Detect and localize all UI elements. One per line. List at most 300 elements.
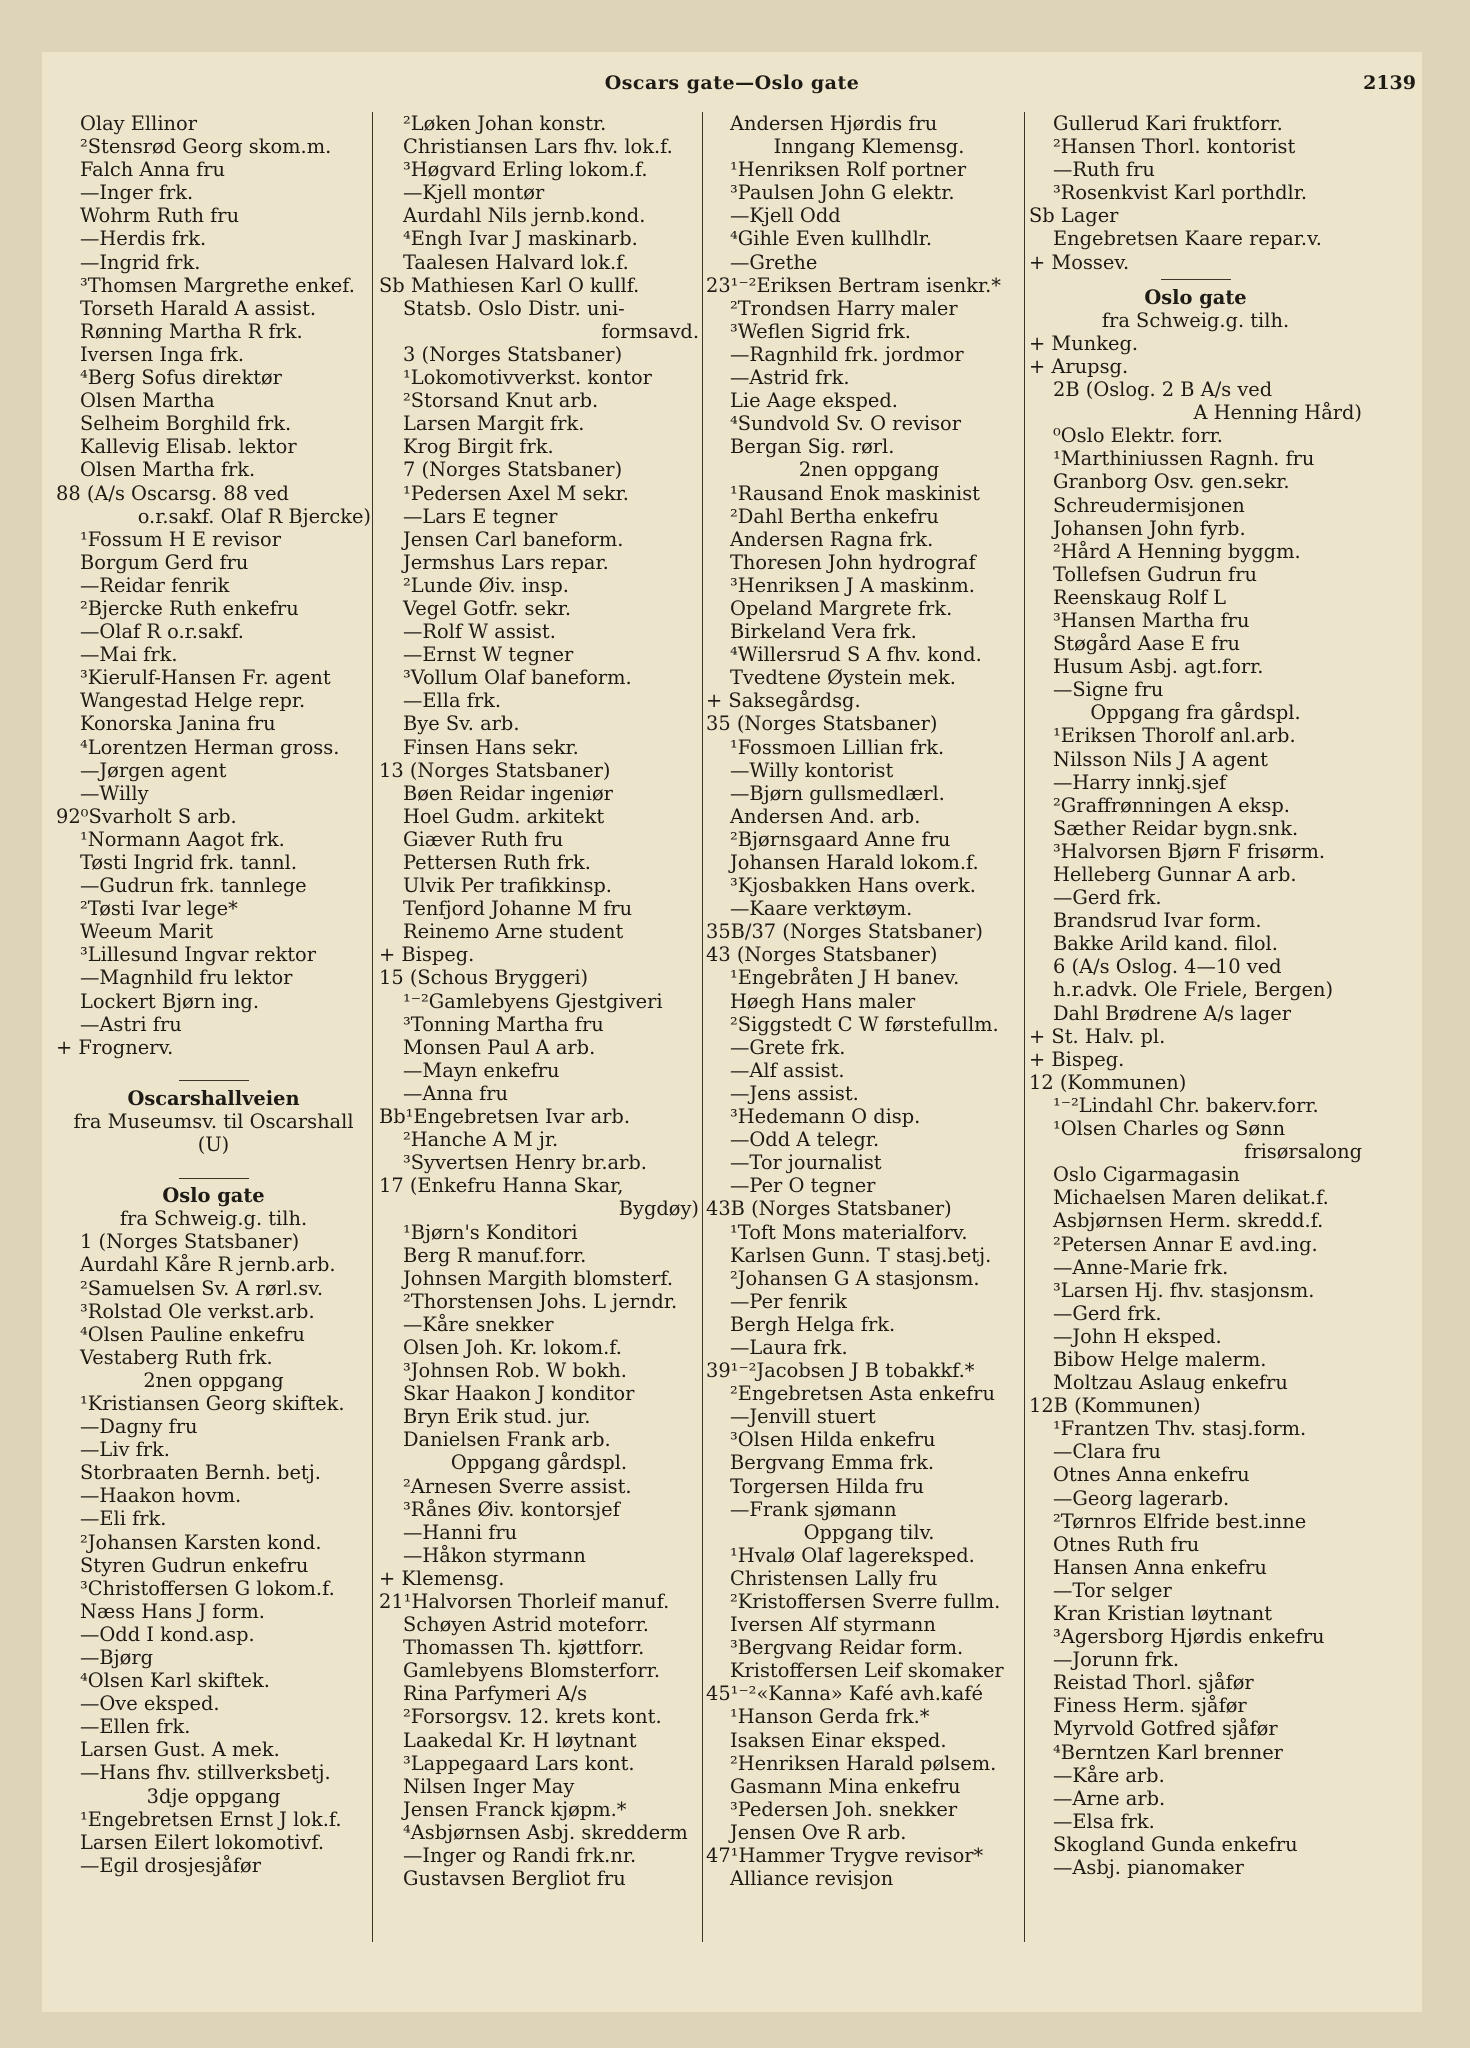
directory-entry: ³Larsen Hj. fhv. stasjonsm. (1053, 1278, 1315, 1302)
directory-entry: Bøen Reidar ingeniør (403, 781, 613, 805)
directory-entry: ⁴Olsen Karl skiftek. (80, 1669, 270, 1693)
directory-entry: Jensen Franck kjøpm.* (403, 1797, 627, 1821)
directory-entry: Schreudermisjonen (1053, 493, 1245, 517)
directory-entry: Berg R manuf.forr. (403, 1243, 587, 1267)
directory-entry: —Asbj. pianomaker (1053, 1856, 1244, 1880)
directory-entry: 2B (Oslog. 2 B A/s ved (1053, 378, 1273, 402)
directory-entry: ³Rånes Øiv. kontorsjef (403, 1497, 620, 1521)
directory-entry: Olsen Martha frk. (80, 458, 256, 482)
directory-entry: Bibow Helge malerm. (1053, 1347, 1267, 1371)
directory-entry: —Alf assist. (730, 1058, 845, 1082)
directory-entry: 7 (Norges Statsbaner) (403, 458, 623, 482)
directory-entry: Falch Anna fru (80, 158, 226, 182)
directory-entry: —Mai frk. (80, 643, 178, 667)
directory-entry: —Bjørn gullsmedlærl. (730, 781, 945, 805)
spacer (56, 1156, 371, 1172)
directory-entry: Rina Parfymeri A/s (403, 1682, 588, 1706)
directory-entry: ¹Lokomotivverkst. kontor (403, 366, 652, 390)
directory-entry: —Kjell Odd (730, 204, 841, 228)
directory-entry: Aurdahl Kåre R jernb.arb. (80, 1253, 336, 1277)
separator-rule (179, 1080, 249, 1081)
directory-entry: ²Johansen Karsten kond. (80, 1530, 322, 1554)
directory-entry: —Håkon styrmann (403, 1543, 586, 1567)
directory-entry: ²Tørnros Elfride best.inne (1053, 1509, 1307, 1533)
directory-entry: Tvedtene Øystein mek. (730, 666, 956, 690)
directory-entry: ³Henriksen J A maskinm. (730, 573, 975, 597)
directory-entry: Gasmann Mina enkefru (730, 1774, 961, 1798)
directory-entry: —Ragnhild frk. jordmor (730, 342, 964, 366)
directory-entry: —Harry innkj.sjef (1053, 770, 1227, 794)
directory-entry: Olsen Martha (80, 389, 215, 413)
directory-entry: —Jens assist. (730, 1081, 859, 1105)
directory-entry: ³Syvertsen Henry br.arb. (403, 1151, 647, 1175)
directory-entry: Asbjørnsen Herm. skredd.f. (1053, 1209, 1324, 1233)
directory-entry: Kristoffersen Leif skomaker (730, 1659, 1004, 1683)
directory-entry: —Liv frk. (80, 1438, 170, 1462)
directory-entry: 45¹⁻²«Kanna» Kafé avh.kafé (706, 1682, 983, 1706)
column-2 (379, 112, 699, 1942)
directory-entry: ³Halvorsen Bjørn F frisørm. (1053, 839, 1325, 863)
directory-entry: —Egil drosjesjåfør (80, 1853, 261, 1877)
directory-entry: Torgersen Hilda fru (730, 1474, 924, 1498)
directory-entry: Krog Birgit frk. (403, 435, 554, 459)
directory-entry: Nilsen Inger May (403, 1774, 575, 1798)
directory-entry: ²Storsand Knut arb. (403, 389, 599, 413)
directory-entry: ³Tonning Martha fru (403, 1012, 604, 1036)
directory-entry: —Ingrid frk. (80, 250, 201, 274)
directory-entry: Thomassen Th. kjøttforr. (403, 1636, 645, 1660)
directory-entry: Torseth Harald A assist. (80, 296, 317, 320)
directory-entry: Skogland Gunda enkefru (1053, 1832, 1298, 1856)
directory-entry: ²Løken Johan konstr. (403, 112, 607, 135)
directory-entry: Larsen Margit frk. (403, 412, 585, 436)
directory-entry: Hansen Anna enkefru (1053, 1555, 1267, 1579)
directory-entry: ²Thorstensen Johs. L jerndr. (403, 1289, 678, 1313)
directory-entry: ²Dahl Bertha enkefru (730, 504, 939, 528)
directory-entry: ²Trondsen Harry maler (730, 296, 958, 320)
directory-entry: Danielsen Frank arb. (403, 1428, 611, 1452)
directory-entry: ³Paulsen John G elektr. (730, 181, 955, 205)
directory-entry: —John H eksped. (1053, 1324, 1222, 1348)
directory-entry: —Ellen frk. (80, 1715, 191, 1739)
directory-entry: + Arupsg. (1029, 354, 1129, 378)
directory-entry: Vegel Gotfr. sekr. (403, 596, 572, 620)
page-number: 2139 (1363, 72, 1416, 94)
directory-entry: Lie Aage eksped. (730, 389, 898, 413)
directory-entry: —Mayn enkefru (403, 1058, 560, 1082)
directory-entry: ¹Rausand Enok maskinist (730, 481, 980, 505)
directory-entry: Pettersen Ruth frk. (403, 851, 591, 874)
directory-entry: Jensen Ove R arb. (730, 1820, 907, 1844)
directory-entry: ⁰Oslo Elektr. forr. (1053, 424, 1223, 448)
directory-entry: Gullerud Kari fruktforr. (1053, 112, 1283, 135)
directory-entry: Nilsson Nils J A agent (1053, 747, 1268, 771)
directory-entry: —Olaf R o.r.sakf. (80, 620, 244, 644)
directory-entry: Tollefsen Gudrun fru (1053, 562, 1257, 586)
directory-entry: ¹⁻²Gamlebyens Gjestgiveri (403, 989, 663, 1013)
directory-entry: —Hans fhv. stillverksbetj. (80, 1761, 331, 1785)
directory-entry: —Ella frk. (403, 689, 502, 713)
column-1 (56, 112, 371, 1942)
directory-entry: ³Hedemann O disp. (730, 1105, 921, 1129)
directory-entry: ¹Hvalø Olaf lagereksped. (730, 1543, 975, 1567)
directory-entry: Larsen Gust. A mek. (80, 1738, 280, 1762)
directory-entry: ¹Fossmoen Lillian frk. (730, 735, 945, 759)
directory-entry: Olsen Joh. Kr. lokom.f. (403, 1335, 622, 1359)
directory-entry: —Kåre arb. (1053, 1763, 1165, 1787)
directory-entry: Jermshus Lars repar. (403, 550, 609, 574)
directory-entry: 12B (Kommunen) (1029, 1394, 1201, 1418)
directory-entry: —Haakon hovm. (80, 1484, 242, 1508)
directory-entry: Rønning Martha R frk. (80, 319, 303, 343)
directory-entry: —Jørgen agent (80, 758, 227, 782)
directory-entry: —Gerd frk. (1053, 886, 1162, 910)
directory-entry: Moltzau Aslaug enkefru (1053, 1371, 1288, 1395)
directory-entry: Borgum Gerd fru (80, 550, 249, 574)
directory-entry: Kran Kristian løytnant (1053, 1602, 1273, 1625)
directory-entry: Vestaberg Ruth frk. (80, 1345, 273, 1369)
directory-entry: + Frognerv. (56, 1035, 174, 1059)
directory-entry: ³Høgvard Erling lokom.f. (403, 158, 648, 182)
directory-entry: Husum Asbj. agt.forr. (1053, 655, 1264, 679)
directory-entry: —Kjell montør (403, 181, 545, 205)
directory-entry: —Willy (80, 781, 149, 805)
directory-entry: + Klemensg. (379, 1566, 505, 1590)
directory-entry: Bergvang Emma frk. (730, 1451, 934, 1475)
directory-entry: —Tor journalist (730, 1151, 882, 1175)
directory-entry: —Inger og Randi frk.nr. (403, 1844, 637, 1868)
directory-entry: Alliance revisjon (730, 1867, 894, 1891)
directory-entry: ³Pedersen Joh. snekker (730, 1797, 958, 1821)
directory-entry: Wohrm Ruth fru (80, 204, 240, 228)
directory-entry: ⁴Lorentzen Herman gross. (80, 735, 340, 759)
directory-entry: 12 (Kommunen) (1029, 1070, 1187, 1094)
directory-entry: o.r.sakf. Olaf R Bjercke) (137, 504, 371, 528)
directory-entry: ³Weflen Sigrid frk. (730, 319, 911, 343)
directory-entry: Sæther Reidar bygn.snk. (1053, 816, 1299, 840)
directory-entry: Bergh Helga frk. (730, 1312, 896, 1336)
directory-entry: 13 (Norges Statsbaner) (379, 758, 611, 782)
directory-entry: A Henning Hård) (1193, 401, 1362, 425)
column-divider (702, 112, 703, 1942)
directory-entry: ³Kjosbakken Hans overk. (730, 874, 976, 898)
directory-entry: —Signe fru (1053, 678, 1164, 702)
directory-entry: Storbraaten Bernh. betj. (80, 1461, 321, 1485)
directory-entry: Sb Mathiesen Karl O kullf. (379, 273, 640, 297)
directory-entry: —Jorunn frk. (1053, 1648, 1180, 1672)
directory-entry: ¹Bjørn's Konditori (403, 1220, 578, 1244)
directory-entry: —Clara fru (1053, 1440, 1161, 1464)
section-heading: Oslo gate (162, 1184, 265, 1208)
section-heading: Oscarshallveien (127, 1086, 300, 1110)
directory-entry: Otnes Ruth fru (1053, 1532, 1200, 1556)
directory-entry: Isaksen Einar eksped. (730, 1728, 947, 1752)
directory-entry: Finess Herm. sjåfør (1053, 1694, 1247, 1718)
directory-entry: Iversen Alf styrmann (730, 1613, 936, 1637)
spacer (56, 1059, 371, 1075)
directory-entry: —Astrid frk. (730, 366, 850, 390)
directory-entry: Bb¹Engebretsen Ivar arb. (379, 1105, 631, 1129)
directory-entry: Reenskaug Rolf L (1053, 585, 1227, 609)
directory-entry: —Ernst W tegner (403, 643, 574, 667)
directory-entry: ³Rosenkvist Karl porthdlr. (1053, 181, 1308, 205)
directory-entry: Birkeland Vera frk. (730, 620, 917, 644)
directory-entry: Christiansen Lars fhv. lok.f. (403, 135, 673, 159)
directory-entry: ²Forsorgsv. 12. krets kont. (403, 1705, 662, 1729)
directory-entry: ¹Hanson Gerda frk.* (730, 1705, 930, 1729)
page-title: Oscars gate—Oslo gate (604, 72, 860, 94)
directory-entry: —Anne-Marie frk. (1053, 1255, 1229, 1279)
directory-entry: 35B/37 (Norges Statsbaner) (706, 920, 983, 944)
directory-entry: Johansen Harald lokom.f. (730, 851, 979, 874)
directory-entry: Johnsen Margith blomsterf. (403, 1266, 674, 1290)
directory-entry: —Willy kontorist (730, 758, 894, 782)
column-3 (706, 112, 1032, 1942)
directory-entry: —Ove eksped. (80, 1692, 220, 1716)
directory-entry: Andersen Hjørdis fru (730, 112, 938, 135)
directory-entry: fra Museumsv. til Oscarshall (73, 1109, 354, 1133)
directory-entry: Selheim Borghild frk. (80, 412, 292, 436)
directory-entry: —Laura frk. (730, 1335, 848, 1359)
directory-entry: ⁴Asbjørnsen Asbj. skredderm (403, 1820, 688, 1844)
directory-entry: 35 (Norges Statsbaner) (706, 712, 938, 736)
directory-entry: 23¹⁻²Eriksen Bertram isenkr.* (706, 273, 1001, 297)
directory-entry: 17 (Enkefru Hanna Skar, (379, 1174, 624, 1198)
separator-rule (1161, 279, 1231, 280)
directory-entry: ¹Engebråten J H banev. (730, 966, 960, 990)
directory-entry: Reistad Thorl. sjåfør (1053, 1671, 1254, 1695)
directory-entry: —Hanni fru (403, 1520, 518, 1544)
directory-entry: ³Vollum Olaf baneform. (403, 666, 632, 690)
directory-entry: ²Lunde Øiv. insp. (403, 573, 569, 597)
directory-entry: 21¹Halvorsen Thorleif manuf. (379, 1590, 670, 1613)
directory-entry: Skar Haakon J konditor (403, 1382, 635, 1406)
directory-entry: Weeum Marit (80, 920, 214, 944)
directory-entry: Oppgang fra gårdspl. (1090, 701, 1301, 725)
directory-entry: ²Samuelsen Sv. A rørl.sv. (80, 1276, 324, 1300)
directory-entry: Konorska Janina fru (80, 712, 276, 736)
directory-entry: Thoresen John hydrograf (730, 550, 976, 574)
directory-entry: Wangestad Helge repr. (80, 689, 306, 713)
directory-entry: + Munkeg. (1029, 331, 1139, 355)
directory-entry: ²Bjercke Ruth enkefru (80, 596, 299, 620)
directory-entry: —Odd A telegr. (730, 1128, 880, 1152)
directory-entry: —Anna fru (403, 1081, 509, 1105)
directory-entry: Monsen Paul A arb. (403, 1035, 596, 1059)
directory-entry: Kallevig Elisab. lektor (80, 435, 297, 459)
directory-entry: ²Tøsti Ivar lege* (80, 897, 238, 921)
directory-entry: ¹Pedersen Axel M sekr. (403, 481, 629, 505)
directory-entry: h.r.advk. Ole Friele, Bergen) (1053, 978, 1334, 1002)
directory-entry: Bryn Erik stud. jur. (403, 1405, 591, 1429)
directory-entry: ¹⁻²Lindahl Chr. bakerv.forr. (1053, 1093, 1319, 1117)
section-separator (1029, 274, 1362, 286)
directory-entry: Lockert Bjørn ing. (80, 989, 259, 1013)
directory-entry: ³Kierulf-Hansen Fr. agent (80, 666, 331, 690)
directory-entry: ³Christoffersen G lokom.f. (80, 1576, 335, 1600)
directory-entry: Oppgang gårdspl. (450, 1451, 628, 1475)
column-divider (372, 112, 373, 1942)
directory-entry: —Georg lagerarb. (1053, 1486, 1230, 1510)
directory-entry: Næss Hans J form. (80, 1599, 265, 1623)
directory-entry: ³Johnsen Rob. W bokh. (403, 1359, 627, 1383)
directory-entry: ¹Kristiansen Georg skiftek. (80, 1391, 345, 1415)
directory-entry: + Saksegårdsg. (706, 689, 861, 713)
directory-entry: ¹Toft Mons materialforv. (730, 1220, 968, 1244)
directory-entry: ¹Olsen Charles og Sønn (1053, 1117, 1286, 1141)
directory-entry: ⁴Berg Sofus direktør (80, 366, 282, 390)
directory-entry: Oslo Cigarmagasin (1053, 1163, 1240, 1187)
directory-entry: + Mossev. (1029, 250, 1130, 274)
directory-entry: 15 (Schous Bryggeri) (379, 966, 589, 990)
directory-entry: ¹Marthiniussen Ragnh. fru (1053, 447, 1315, 471)
directory-entry: —Inger frk. (80, 181, 194, 205)
page-header (42, 72, 1422, 108)
directory-entry: + Bispeg. (1029, 1047, 1125, 1071)
directory-entry: —Kaare verktøym. (730, 897, 913, 921)
directory-entry: Statsb. Oslo Distr. uni- (403, 296, 625, 320)
directory-entry: ²Petersen Annar E avd.ing. (1053, 1232, 1318, 1256)
directory-entry: Ulvik Per trafikkinsp. (403, 874, 612, 898)
directory-entry: + St. Halv. pl. (1029, 1024, 1166, 1048)
directory-entry: —Odd I kond.asp. (80, 1622, 255, 1646)
directory-entry: Michaelsen Maren delikat.f. (1053, 1186, 1329, 1210)
directory-entry: —Grete frk. (730, 1035, 846, 1059)
directory-entry: Johansen John fyrb. (1053, 516, 1246, 540)
directory-entry: —Dagny fru (80, 1415, 198, 1439)
directory-entry: —Bjørg (80, 1646, 154, 1669)
directory-entry: Christensen Lally fru (730, 1566, 938, 1590)
directory-entry: Bygdøy) (618, 1197, 699, 1221)
directory-entry: —Gudrun frk. tannlege (80, 874, 307, 898)
directory-entry: Hoel Gudm. arkitekt (403, 804, 605, 828)
directory-entry: Opeland Margrete frk. (730, 596, 953, 620)
directory-entry: —Per O tegner (730, 1174, 876, 1198)
directory-entry: —Grethe (730, 250, 818, 274)
directory-entry: Reinemo Arne student (403, 920, 624, 944)
directory-entry: ²Hård A Henning byggm. (1053, 539, 1301, 563)
directory-entry: —Gerd frk. (1053, 1301, 1162, 1325)
directory-entry: Sb Lager (1029, 204, 1119, 228)
directory-entry: Taalesen Halvard lok.f. (403, 250, 629, 274)
section-separator (56, 1172, 371, 1184)
directory-entry: ⁴Gihle Even kullhdlr. (730, 227, 933, 251)
separator-rule (179, 1178, 249, 1179)
directory-entry: frisørsalong (1244, 1140, 1362, 1164)
directory-entry: Bergan Sig. rørl. (730, 435, 895, 459)
directory-entry: ¹Henriksen Rolf portner (730, 158, 967, 182)
directory-entry: ²Hanche A M jr. (403, 1128, 559, 1152)
directory-entry: ¹Fossum H E revisor (80, 527, 281, 551)
directory-entry: —Arne arb. (1053, 1786, 1166, 1810)
directory-entry: —Ruth fru (1053, 158, 1155, 182)
directory-entry: Giæver Ruth fru (403, 827, 564, 851)
directory-entry: Larsen Eilert lokomotivf. (80, 1830, 325, 1854)
directory-entry: 1 (Norges Statsbaner) (80, 1230, 300, 1254)
directory-entry: ²Henriksen Harald pølsem. (730, 1751, 997, 1775)
directory-entry: Engebretsen Kaare repar.v. (1053, 227, 1322, 251)
directory-entry: ⁴Berntzen Karl brenner (1053, 1740, 1283, 1764)
directory-entry: ²Arnesen Sverre assist. (403, 1474, 632, 1498)
directory-entry: ²Hansen Thorl. kontorist (1053, 135, 1296, 159)
directory-entry: Olay Ellinor (80, 112, 197, 135)
directory-entry: ²Graffrønningen A eksp. (1053, 793, 1290, 817)
directory-entry: Laakedal Kr. H løytnant (403, 1728, 637, 1752)
directory-entry: Bakke Arild kand. filol. (1053, 932, 1278, 956)
directory-entry: Myrvold Gotfred sjåfør (1053, 1717, 1278, 1741)
directory-entry: 43 (Norges Statsbaner) (706, 943, 938, 967)
directory-entry: ³Agersborg Hjørdis enkefru (1053, 1625, 1325, 1649)
directory-entry: 92⁰Svarholt S arb. (56, 804, 237, 828)
directory-entry: Brandsrud Ivar form. (1053, 909, 1262, 933)
directory-entry: ²Bjørnsgaard Anne fru (730, 827, 951, 851)
directory-entry: ³Rolstad Ole verkst.arb. (80, 1299, 315, 1323)
directory-entry: ³Olsen Hilda enkefru (730, 1428, 936, 1452)
directory-entry: 43B (Norges Statsbaner) (706, 1197, 952, 1221)
directory-entry: formsavd. (601, 319, 699, 343)
directory-entry: Schøyen Astrid moteforr. (403, 1613, 649, 1637)
directory-entry: Otnes Anna enkefru (1053, 1463, 1250, 1487)
directory-entry: —Kåre snekker (403, 1312, 554, 1336)
directory-entry: Dahl Brødrene A/s lager (1053, 1001, 1292, 1025)
directory-entry: 3dje oppgang (146, 1784, 281, 1808)
directory-entry: 88 (A/s Oscarsg. 88 ved (56, 481, 289, 505)
directory-entry: ¹Normann Aagot frk. (80, 827, 285, 851)
directory-entry: 3 (Norges Statsbaner) (403, 342, 623, 366)
section-separator (56, 1075, 371, 1087)
directory-entry: ⁴Engh Ivar J maskinarb. (403, 227, 638, 251)
directory-entry: Oppgang tilv. (803, 1520, 935, 1544)
directory-entry: fra Schweig.g. tilh. (1101, 308, 1290, 332)
directory-entry: 2nen oppgang (798, 458, 940, 482)
directory-entry: —Rolf W assist. (403, 620, 556, 644)
directory-entry: Karlsen Gunn. T stasj.betj. (730, 1243, 992, 1267)
directory-entry: Bye Sv. arb. (403, 712, 520, 736)
directory-entry: —Elsa frk. (1053, 1809, 1155, 1833)
directory-entry: Andersen And. arb. (730, 804, 921, 828)
directory-entry: —Tor selger (1053, 1578, 1172, 1602)
directory-page (42, 52, 1422, 2012)
directory-entry: Aurdahl Nils jernb.kond. (403, 204, 646, 228)
directory-entry: Andersen Ragna frk. (730, 527, 934, 551)
directory-entry: —Jenvill stuert (730, 1405, 876, 1429)
directory-entry: + Bispeg. (379, 943, 475, 967)
directory-entry: Tenfjord Johanne M fru (403, 897, 633, 921)
directory-entry: ³Bergvang Reidar form. (730, 1636, 964, 1660)
directory-entry: Gustavsen Bergliot fru (403, 1867, 626, 1891)
directory-entry: ³Thomsen Margrethe enkef. (80, 273, 355, 297)
directory-entry: Granborg Osv. gen.sekr. (1053, 470, 1290, 494)
directory-entry: ³Hansen Martha fru (1053, 608, 1250, 632)
directory-entry: ⁴Sundvold Sv. O revisor (730, 412, 961, 436)
directory-entry: ¹Frantzen Thv. stasj.form. (1053, 1417, 1307, 1441)
directory-entry: Tøsti Ingrid frk. tannl. (80, 851, 298, 874)
directory-entry: ¹Engebretsen Ernst J lok.f. (80, 1807, 342, 1831)
directory-entry: —Reidar fenrik (80, 573, 230, 597)
directory-entry: Inngang Klemensg. (773, 135, 965, 159)
directory-entry: —Per fenrik (730, 1289, 847, 1313)
directory-entry: —Astri fru (80, 1012, 182, 1036)
directory-entry: 39¹⁻²Jacobsen J B tobakkf.* (706, 1359, 975, 1383)
directory-entry: Styren Gudrun enkefru (80, 1553, 309, 1577)
directory-entry: ²Engebretsen Asta enkefru (730, 1382, 995, 1406)
directory-entry: Finsen Hans sekr. (403, 735, 579, 759)
directory-entry: (U) (197, 1133, 230, 1157)
directory-entry: Støgård Aase E fru (1053, 632, 1240, 656)
directory-entry: ¹Eriksen Thorolf anl.arb. (1053, 724, 1296, 748)
directory-entry: —Lars E tegner (403, 504, 558, 528)
directory-entry: ³Lillesund Ingvar rektor (80, 943, 316, 967)
